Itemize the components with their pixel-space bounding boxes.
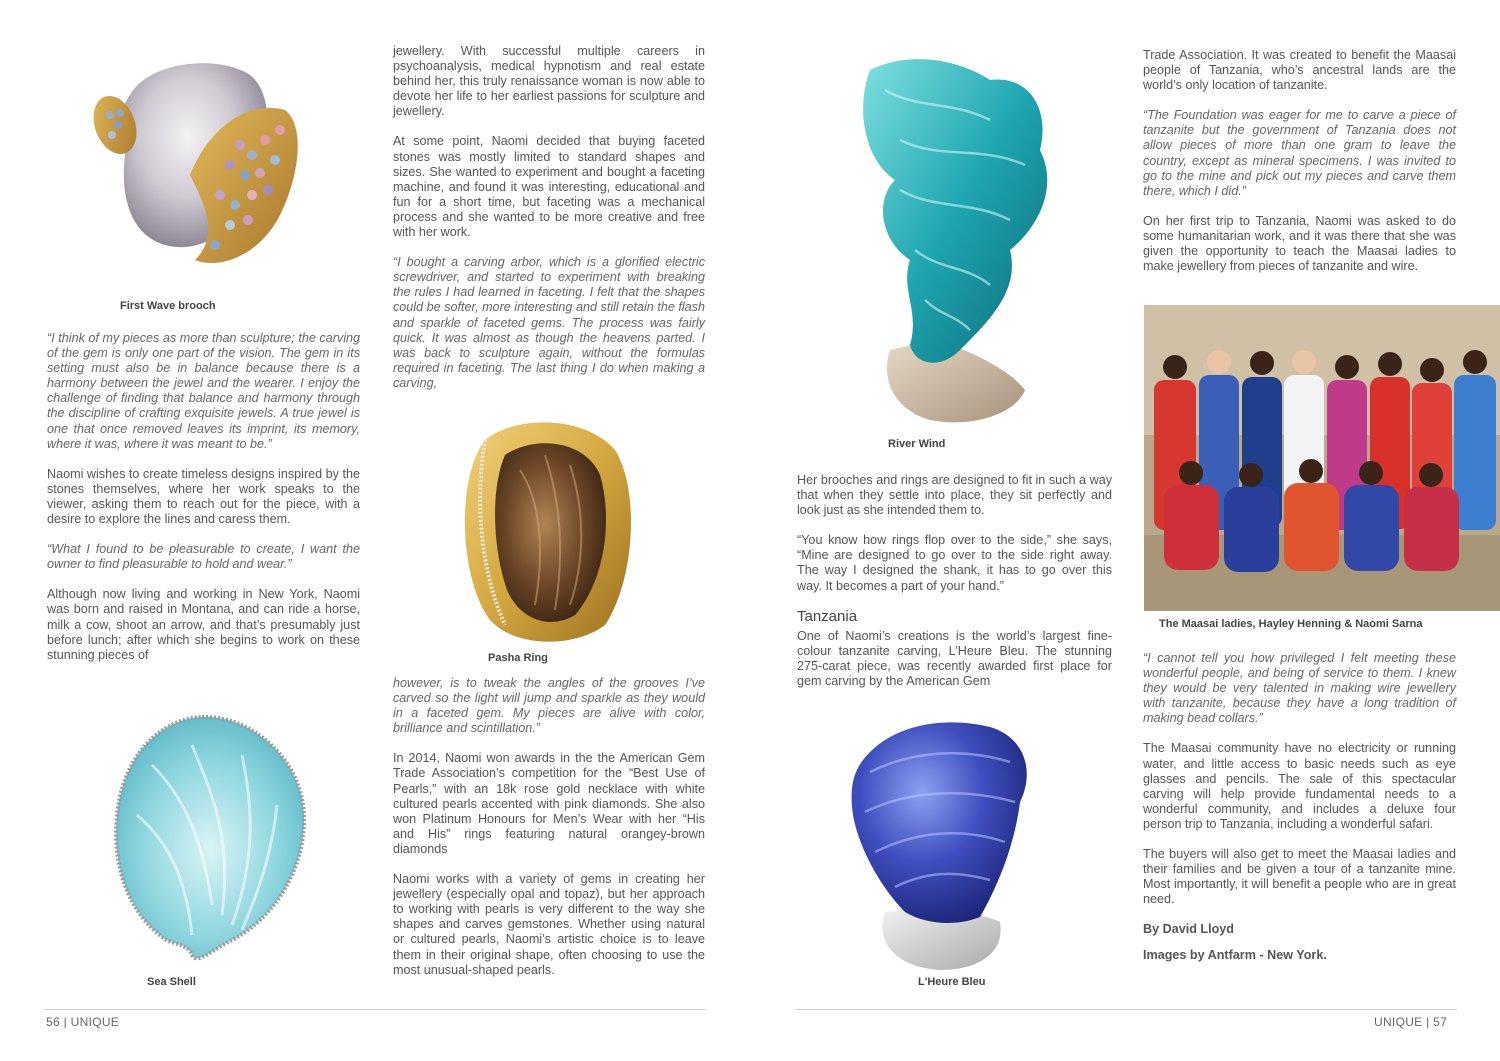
column-2-paragraph-4: Naomi works with a variety of gems in creating her jewellery (especially opal and topaz), but her approach to working with pearls is very different to the way she shapes and carves gemstones. Whether using natural or cultured pearls, Naomi’s artistic choice is to leave them in their original shape, often choosing to use the most unusual-shaped pearls.: [393, 872, 705, 977]
column-4-paragraph-4: The buyers will also get to meet the Maasai ladies and their families and be given a tour of a tanzanite mine. Most importantly, it will benefit a people who are in great need.: [1143, 847, 1456, 907]
column-4-quote-1: “The Foundation was eager for me to carve a piece of tanzanite but the government of Tanzania does not allow pieces of more than one gram to leave the country, except as mineral specimens. I was invited to go to the mine and pick out my pieces and carve them there, which I did.”: [1143, 108, 1456, 198]
pasha-ring-caption: Pasha Ring: [488, 652, 548, 664]
column-4-paragraph-2: On her first trip to Tanzania, Naomi was asked to do some humanitarian work, and it was there that she was given the opportunity to teach the Maasai ladies to make jewellery from pieces of tanzanite and wire.: [1143, 213, 1456, 274]
column-2-bottom: [393, 676, 705, 993]
first-wave-brooch-photo: [70, 55, 325, 295]
footer-rule-left: [44, 1009, 706, 1010]
sea-shell-photo: [92, 705, 322, 967]
column-1-quote: “I think of my pieces as more than sculpture; the carving of the gem is only one part of the vision. The gem in its setting must also be in balance because there is a harmony between the jewel and the wearer. I enjoy the challenge of finding that balance and harmony through the discipline of crafting exquisite jewels. A true jewel is one that once removed leaves its imprint, its memory, where it was, where it was meant to be.”: [47, 331, 360, 451]
tanzania-heading: Tanzania: [797, 607, 858, 625]
column-4-paragraph-1: Trade Association. It was created to benefit the Maasai people of Tanzania, who’s ancestral lands are the world’s only location of tanzanite.: [1143, 48, 1456, 93]
maasai-group-photo: [1144, 305, 1500, 611]
column-2-quote-end: however, is to tweak the angles of the grooves I’ve carved so the light will jump and sparkle as they would in a faceted gem. My pieces are alive with color, brilliance and scintillation.”: [393, 676, 705, 736]
column-1-paragraph-2: Although now living and working in New York, Naomi was born and raised in Montana, and can ride a horse, milk a cow, shoot an arrow, and that’s presumably just before lunch; after which she begins to work on these stunning pieces of: [47, 587, 360, 662]
maasai-caption: The Maasai ladies, Hayley Henning & Naomi Sarna: [1159, 618, 1423, 630]
column-4-bottom: [1143, 651, 1456, 973]
column-1-paragraph: Naomi wishes to create timeless designs inspired by the stones themselves, where her work speaks to the viewer, asking them to reach out for the piece, with a desire to explore the lines and caress them.: [47, 466, 360, 527]
column-4-top: [1143, 48, 1456, 289]
column-1-quote-2: “What I found to be pleasurable to create, I want the owner to find pleasurable to hold and wear.”: [47, 542, 360, 572]
footer-rule-right: [795, 1009, 1457, 1010]
footer-left-page-number: 56 | UNIQUE: [46, 1015, 120, 1029]
column-3-paragraph-3: One of Naomi’s creations is the world’s largest fine-colour tanzanite carving, L’Heure Bleu. The stunning 275-carat piece, was recently awarded first place for gem carving by the American Gem: [797, 628, 1112, 689]
column-2-paragraph-3: In 2014, Naomi won awards in the the American Gem Trade Association’s competition for the “Best Use of Pearls,” with an 18k rose gold necklace with white cultured pearls accented with pink diamonds. She also won Platinum Honours for Men’s Wear with her “His and His” rings featuring natural orangey-brown diamonds: [393, 751, 705, 856]
river-wind-caption: River Wind: [888, 438, 946, 450]
column-2-paragraph-1: jewellery. With successful multiple careers in psychoanalysis, medical hypnotism and real estate behind her, this truly renaissance woman is now able to devote her life to her earliest passions for sculpture and jewellery.: [393, 44, 705, 119]
footer-right-page-number: UNIQUE | 57: [1374, 1015, 1448, 1029]
lheure-bleu-caption: L'Heure Bleu: [918, 976, 986, 988]
column-3-paragraph-1: Her brooches and rings are designed to fit in such a way that when they settle into place, they sit perfectly and look just as she intended them to.: [797, 473, 1112, 518]
column-3-paragraph-2: “You know how rings flop over to the side,” she says, “Mine are designed to go over to the side right away. The way I designed the shank, it has to go over this way. It becomes a part of your hand.”: [797, 533, 1112, 593]
author-byline: By David Lloyd: [1143, 922, 1234, 937]
pasha-ring-photo: [445, 410, 645, 650]
column-3: [797, 473, 1112, 704]
images-credit: Images by Antfarm - New York.: [1143, 947, 1327, 962]
column-1: [47, 331, 360, 678]
column-4-paragraph-3: The Maasai community have no electricity or running water, and little access to basic needs such as eye glasses and pencils. The sale of this spectacular carving will help provide fundamental needs to a wonderful community, and includes a deluxe four person trip to Tanzania, including a wonderful safari.: [1143, 741, 1456, 831]
first-wave-caption: First Wave brooch: [120, 300, 216, 312]
column-4-quote-2: “I cannot tell you how privileged I felt meeting these wonderful people, and being of service to them. I knew they would be very talented in making wire jewellery with tanzanite, because they have a long tradition of making bead collars.”: [1143, 651, 1456, 726]
column-2-paragraph-2: At some point, Naomi decided that buying faceted stones was mostly limited to standard shapes and sizes. She wanted to experiment and bought a faceting machine, and found it was interesting, educational and fun for a short time, but faceting was a mechanical process and she wanted to be more creative and free with her work.: [393, 134, 705, 240]
column-2-quote: “I bought a carving arbor, which is a glorified electric screwdriver, and started to experiment with breaking the rules I had learned in faceting. I felt that the shapes could be softer, more interesting and still retain the flash and sparkle of faceted gems. The process was fairly quick. It was almost as though the heavens parted. I was back to sculpture again, without the formulas required in faceting. The last thing I do when making a carving,: [393, 255, 705, 390]
river-wind-photo: [840, 50, 1065, 430]
sea-shell-caption: Sea Shell: [147, 976, 196, 988]
lheure-bleu-photo: [840, 712, 1045, 977]
column-2-top: [393, 44, 705, 406]
